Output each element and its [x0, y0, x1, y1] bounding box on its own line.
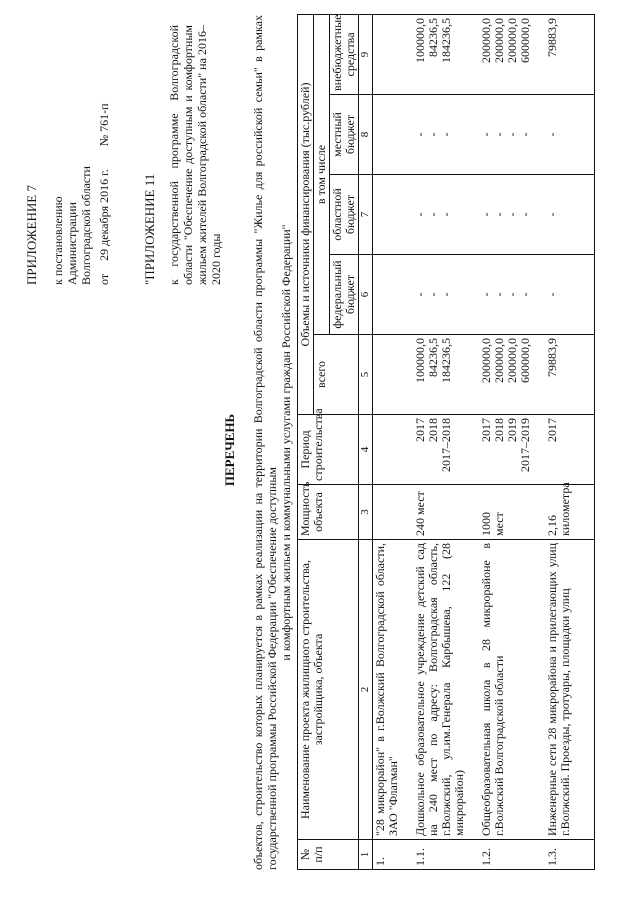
- financing-federal-value: -: [544, 292, 559, 297]
- decree-date-line: [97, 103, 111, 285]
- objects-table: [297, 14, 595, 870]
- object-capacity: 2,16 километра: [545, 485, 595, 540]
- financing-extrabudget-value: 200000,0: [478, 17, 493, 63]
- column-number: 7: [359, 175, 373, 255]
- financing-local: [413, 95, 479, 175]
- construction-period-value: 2017: [478, 418, 493, 442]
- header-period: Период строительства: [298, 415, 359, 485]
- financing-regional-value: -: [504, 212, 519, 217]
- object-name: "28 микрорайон" в г.Волжский Волгоградской области, ЗАО "Флагман": [373, 540, 413, 840]
- financing-federal-value: -: [412, 292, 427, 297]
- financing-extrabudget-value: 184236,5: [438, 17, 453, 63]
- row-number: 1.2.: [479, 840, 545, 870]
- financing-regional-value: -: [517, 212, 532, 217]
- header-local: местный бюджет: [330, 95, 359, 175]
- financing-regional-value: -: [438, 212, 453, 217]
- financing-extrabudget-value: 84236,5: [425, 17, 440, 57]
- document-page: [15, 15, 615, 885]
- financing-regional-value: -: [412, 212, 427, 217]
- financing-federal-value: -: [438, 292, 453, 297]
- financing-total-value: 200000,0: [504, 338, 519, 383]
- column-number: 2: [359, 540, 373, 840]
- column-number: 5: [359, 335, 373, 415]
- table-body: [373, 14, 595, 869]
- financing-total-value: 100000,0: [412, 338, 427, 383]
- row-number: 1.1.: [413, 840, 479, 870]
- financing-local-value: -: [491, 132, 506, 137]
- object-capacity: 240 мест: [413, 485, 479, 540]
- financing-total: [479, 335, 545, 415]
- decree-line: Администрации: [65, 202, 79, 285]
- financing-local-value: -: [412, 132, 427, 137]
- object-name: Дошкольное образовательное учреждение детский сад на 240 мест по адресу: Волгоградская область, г.Волжский, ул.им.Генерала Карбышева, 122 (28 микрорайон): [413, 540, 479, 840]
- financing-total: [545, 335, 595, 415]
- financing-total-value: 200000,0: [491, 338, 506, 383]
- financing-local-value: -: [517, 132, 532, 137]
- document-intro: [251, 15, 293, 870]
- financing-federal-value: -: [478, 292, 493, 297]
- financing-regional: [413, 175, 479, 255]
- header-num: № п/п: [298, 840, 359, 870]
- header-name: Наименование проекта жилищного строительства, застройщика, объекта: [298, 540, 359, 840]
- construction-period-value: 2019: [504, 418, 519, 442]
- financing-local: [479, 95, 545, 175]
- financing-total-value: 84236,5: [425, 338, 440, 377]
- financing-local-value: -: [438, 132, 453, 137]
- header-regional: областной бюджет: [330, 175, 359, 255]
- header-capacity: Мощность объекта: [298, 485, 359, 540]
- construction-period-value: 2017–2019: [517, 418, 532, 472]
- column-number: 6: [359, 255, 373, 335]
- object-name: Инженерные сети 28 микрорайона и прилегающих улиц г.Волжский. Проезды, тротуары, площадки улиц: [545, 540, 595, 840]
- header-extrabudget: внебюджетные средства: [330, 14, 359, 94]
- object-capacity: [373, 485, 413, 540]
- financing-local-value: -: [504, 132, 519, 137]
- table-row: [413, 14, 479, 869]
- financing-regional-value: -: [425, 212, 440, 217]
- appendix-title: ПРИЛОЖЕНИЕ 7: [24, 185, 39, 285]
- decree-date: 29 декабря 2016 г.: [97, 169, 111, 261]
- row-number: 1.: [373, 840, 413, 870]
- financing-regional-value: -: [544, 212, 559, 217]
- table-row: [479, 14, 545, 869]
- header-volumes: Объемы и источники финансирования (тыс.рублей): [298, 14, 314, 414]
- financing-total-value: 600000,0: [517, 338, 532, 383]
- financing-local-value: -: [478, 132, 493, 137]
- decree-reference: [51, 166, 93, 285]
- financing-extrabudget-value: 200000,0: [504, 17, 519, 63]
- financing-local: [545, 95, 595, 175]
- header-including: в том числе: [314, 14, 330, 334]
- financing-regional-value: -: [491, 212, 506, 217]
- object-name: Общеобразовательная школа в 28 микрорайоне в г.Волжский Волгоградской области: [479, 540, 545, 840]
- construction-period-value: 2018: [425, 418, 440, 442]
- number-label: №: [97, 134, 111, 147]
- financing-extrabudget-value: 600000,0: [517, 17, 532, 63]
- header-total: всего: [314, 335, 359, 415]
- financing-regional: [373, 175, 413, 255]
- financing-total-value: 79883,9: [544, 338, 559, 377]
- financing-local: [373, 95, 413, 175]
- financing-total-value: 184236,5: [438, 338, 453, 383]
- column-number: 3: [359, 485, 373, 540]
- financing-regional-value: -: [478, 212, 493, 217]
- construction-period-value: 2018: [491, 418, 506, 442]
- financing-federal: [373, 255, 413, 335]
- column-number: 8: [359, 95, 373, 175]
- appendix-11-title: "ПРИЛОЖЕНИЕ 11: [142, 173, 157, 285]
- financing-extrabudget: [413, 14, 479, 94]
- financing-federal: [479, 255, 545, 335]
- row-number: 1.3.: [545, 840, 595, 870]
- financing-extrabudget-value: 79883,9: [544, 17, 559, 57]
- construction-period-value: 2017–2018: [438, 418, 453, 472]
- table-row: [373, 14, 413, 869]
- intro-text-last: и комфортным жильем и коммунальными услугами граждан Российской Федерации": [279, 224, 293, 661]
- construction-period: [545, 415, 595, 485]
- construction-period-value: 2017: [412, 418, 427, 442]
- financing-extrabudget: [545, 14, 595, 94]
- financing-total: [413, 335, 479, 415]
- financing-extrabudget: [373, 14, 413, 94]
- financing-total-value: 200000,0: [478, 338, 493, 383]
- column-number: 9: [359, 14, 373, 94]
- header-federal: федеральный бюджет: [330, 255, 359, 335]
- decree-line: Волгоградской области: [79, 166, 93, 285]
- date-prefix: от: [97, 273, 111, 285]
- column-numbers-row: [359, 14, 373, 869]
- column-number: 1: [359, 840, 373, 870]
- financing-federal-value: -: [517, 292, 532, 297]
- construction-period: [413, 415, 479, 485]
- document-title: ПЕРЕЧЕНЬ: [222, 413, 237, 487]
- financing-federal-value: -: [504, 292, 519, 297]
- financing-extrabudget: [479, 14, 545, 94]
- financing-federal: [413, 255, 479, 335]
- financing-regional: [545, 175, 595, 255]
- financing-extrabudget-value: 200000,0: [491, 17, 506, 63]
- construction-period-value: 2017: [544, 418, 559, 442]
- financing-local-value: -: [425, 132, 440, 137]
- intro-text: объектов, строительство которых планируется в рамках реализации на территории Волгоградской области программы "Жилье для российской семьи" в рамках государственной программы Российской Федерации "Обеспечение доступным: [251, 15, 279, 870]
- financing-federal-value: -: [491, 292, 506, 297]
- financing-total: [373, 335, 413, 415]
- financing-local-value: -: [544, 132, 559, 137]
- construction-period: [373, 415, 413, 485]
- financing-regional: [479, 175, 545, 255]
- decree-line: к постановлению: [51, 196, 65, 285]
- financing-federal: [545, 255, 595, 335]
- construction-period: [479, 415, 545, 485]
- column-number: 4: [359, 415, 373, 485]
- decree-number: 761-п: [97, 103, 111, 132]
- financing-federal-value: -: [425, 292, 440, 297]
- table-row: [545, 14, 595, 869]
- object-capacity: 1000 мест: [479, 485, 545, 540]
- appendix-11-description: к государственной программе Волгоградской области "Обеспечение доступным и комфортным жильем жителей Волгоградской области" на 2016–2020 годы: [167, 25, 223, 285]
- financing-extrabudget-value: 100000,0: [412, 17, 427, 63]
